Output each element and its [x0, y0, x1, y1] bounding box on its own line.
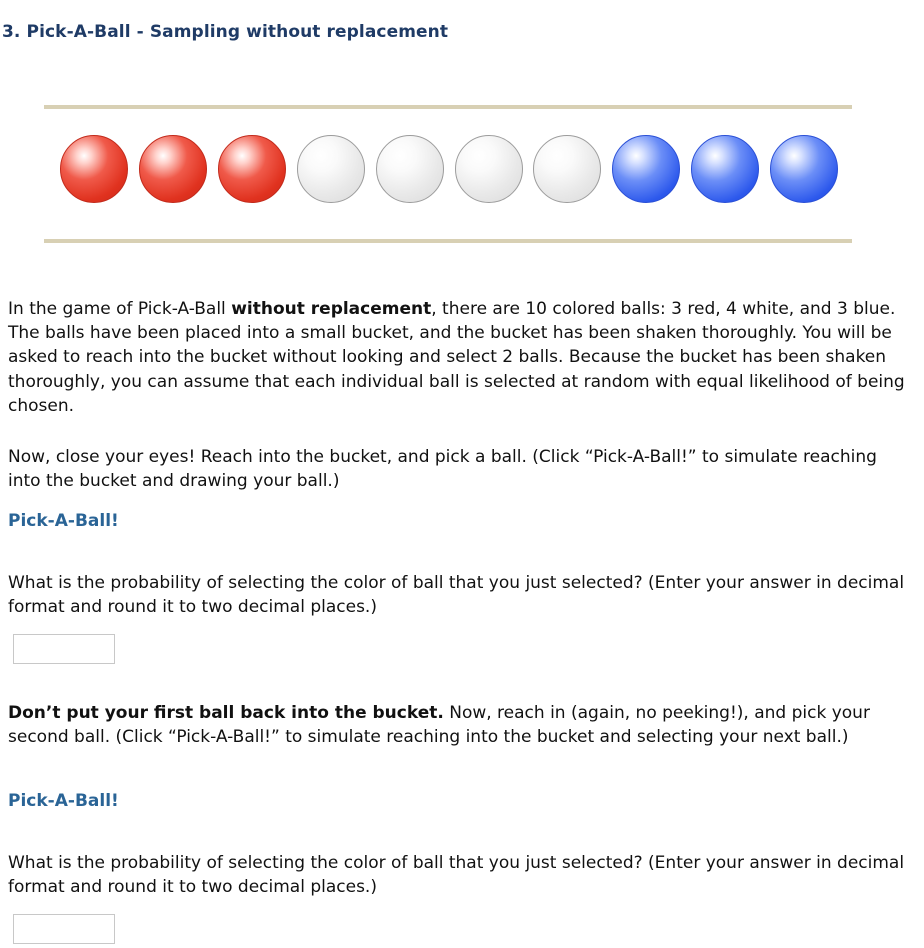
- blue-ball: [770, 135, 838, 203]
- step2-question: What is the probability of selecting the color of ball that you just selected? (Enter your answer in decimal format and round it to two decimal places.): [8, 853, 905, 898]
- step2-instruction-text: Now, reach in (again, no peeking!), and pick your second ball. (Click “Pick-A-Ball!” to simulate reaching into the bucket and selecting your next ball.): [8, 703, 870, 748]
- pick-a-ball-button-2[interactable]: Pick-A-Ball!: [8, 791, 119, 811]
- white-ball: [297, 135, 365, 203]
- white-ball: [376, 135, 444, 203]
- step2-emphasis: Don’t put your first ball back into the bucket.: [8, 703, 444, 723]
- white-ball: [533, 135, 601, 203]
- answer-input-2[interactable]: [13, 914, 115, 944]
- intro-text-start: In the game of Pick-A-Ball: [8, 299, 232, 319]
- white-ball: [455, 135, 523, 203]
- answer-input-1[interactable]: [13, 634, 115, 664]
- step1-instruction: Now, close your eyes! Reach into the bucket, and pick a ball. (Click “Pick-A-Ball!” to simulate reaching into the bucket and drawing your ball.): [8, 447, 877, 492]
- red-ball: [218, 135, 286, 203]
- intro-emphasis: without replacement: [231, 299, 432, 319]
- section-title: 3. Pick-A-Ball - Sampling without replacement: [2, 22, 449, 42]
- intro-paragraph: [8, 297, 908, 418]
- red-ball: [139, 135, 207, 203]
- blue-ball: [612, 135, 680, 203]
- blue-ball: [691, 135, 759, 203]
- bottom-divider: [44, 239, 852, 243]
- step2-instruction: [8, 701, 908, 749]
- step1-question: What is the probability of selecting the color of ball that you just selected? (Enter your answer in decimal format and round it to two decimal places.): [8, 573, 905, 618]
- red-ball: [60, 135, 128, 203]
- top-divider: [44, 105, 852, 109]
- pick-a-ball-button-1[interactable]: Pick-A-Ball!: [8, 511, 119, 531]
- intro-text-end: , there are 10 colored balls: 3 red, 4 white, and 3 blue. The balls have been placed into a small bucket, and the bucket has been shaken thoroughly. You will be asked to reach into the bucket without looking and select 2 balls. Because the bucket has been shaken thoroughly, you can assume that each individual ball is selected at random with equal likelihood of being chosen.: [8, 299, 905, 416]
